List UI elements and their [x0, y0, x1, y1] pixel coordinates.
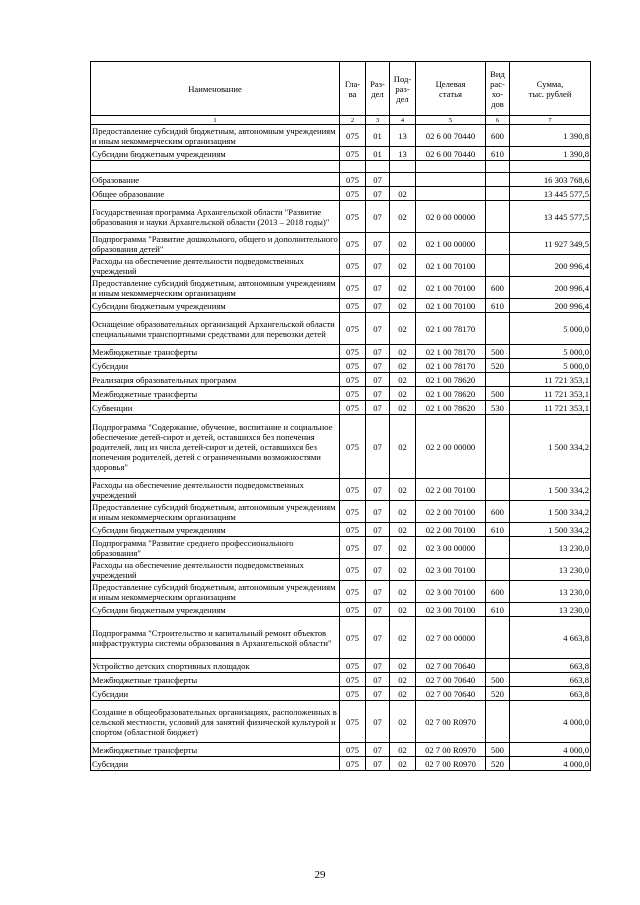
cell-chapter: 075 — [340, 277, 366, 299]
header-name: Наименование — [91, 62, 340, 116]
cell-amount: 13 230,0 — [510, 559, 591, 581]
cell-target-article: 02 1 00 78170 — [416, 313, 486, 345]
cell-target-article: 02 7 00 70640 — [416, 659, 486, 673]
cell-subsection: 02 — [390, 401, 416, 415]
cell-target-article: 02 7 00 R0970 — [416, 743, 486, 757]
table-row — [91, 757, 591, 771]
cell-subsection: 02 — [390, 313, 416, 345]
cell-chapter: 075 — [340, 201, 366, 233]
table-row — [91, 743, 591, 757]
cell-target-article: 02 7 00 70640 — [416, 673, 486, 687]
cell-target-article: 02 1 00 70100 — [416, 299, 486, 313]
cell-target-article: 02 1 00 00000 — [416, 233, 486, 255]
cell-target-article: 02 1 00 70100 — [416, 255, 486, 277]
cell-subsection: 02 — [390, 581, 416, 603]
cell-subsection — [390, 173, 416, 187]
table-header-row — [91, 62, 591, 116]
cell-name: Предоставление субсидий бюджетным, автономным учреждениям и иным некоммерческим организациям — [91, 277, 340, 299]
cell-name: Общее образование — [91, 187, 340, 201]
cell-chapter: 075 — [340, 743, 366, 757]
header-section: Раз- дел — [366, 62, 390, 116]
cell-name: Межбюджетные трансферты — [91, 387, 340, 401]
cell-expense-type — [486, 255, 510, 277]
table-row — [91, 233, 591, 255]
cell-section: 07 — [366, 603, 390, 617]
cell-target-article: 02 2 00 70100 — [416, 479, 486, 501]
cell-name: Подпрограмма "Развитие среднего профессионального образования" — [91, 537, 340, 559]
cell-chapter: 075 — [340, 125, 366, 147]
cell-section: 07 — [366, 187, 390, 201]
cell-chapter — [340, 161, 366, 173]
cell-target-article: 02 7 00 R0970 — [416, 701, 486, 743]
cell-target-article: 02 1 00 78620 — [416, 401, 486, 415]
cell-name: Субсидии — [91, 757, 340, 771]
cell-chapter: 075 — [340, 173, 366, 187]
cell-name: Расходы на обеспечение деятельности подведомственных учреждений — [91, 479, 340, 501]
cell-chapter: 075 — [340, 313, 366, 345]
cell-section: 07 — [366, 757, 390, 771]
cell-chapter: 075 — [340, 187, 366, 201]
cell-subsection: 02 — [390, 673, 416, 687]
cell-amount: 663,8 — [510, 687, 591, 701]
table-row — [91, 401, 591, 415]
column-number: 2 — [340, 116, 366, 125]
cell-amount: 11 721 353,1 — [510, 373, 591, 387]
table-row — [91, 673, 591, 687]
cell-target-article: 02 7 00 R0970 — [416, 757, 486, 771]
cell-chapter: 075 — [340, 537, 366, 559]
cell-target-article: 02 7 00 00000 — [416, 617, 486, 659]
cell-subsection: 02 — [390, 373, 416, 387]
cell-subsection: 02 — [390, 415, 416, 479]
table-row — [91, 659, 591, 673]
cell-chapter: 075 — [340, 673, 366, 687]
cell-section: 07 — [366, 345, 390, 359]
header-target-article: Целевая статья — [416, 62, 486, 116]
cell-amount: 1 500 334,2 — [510, 415, 591, 479]
cell-name: Предоставление субсидий бюджетным, автономным учреждениям и иным некоммерческим организациям — [91, 125, 340, 147]
cell-amount: 11 721 353,1 — [510, 401, 591, 415]
cell-expense-type: 520 — [486, 359, 510, 373]
cell-expense-type: 520 — [486, 687, 510, 701]
cell-expense-type: 500 — [486, 743, 510, 757]
cell-expense-type: 600 — [486, 277, 510, 299]
cell-subsection: 02 — [390, 743, 416, 757]
cell-amount: 13 230,0 — [510, 581, 591, 603]
cell-expense-type — [486, 701, 510, 743]
cell-expense-type — [486, 479, 510, 501]
table-row — [91, 173, 591, 187]
cell-section: 07 — [366, 701, 390, 743]
cell-target-article: 02 1 00 78170 — [416, 345, 486, 359]
cell-expense-type — [486, 415, 510, 479]
column-number: 3 — [366, 116, 390, 125]
cell-expense-type — [486, 233, 510, 255]
cell-name: Расходы на обеспечение деятельности подведомственных учреждений — [91, 559, 340, 581]
cell-section: 07 — [366, 299, 390, 313]
table-row — [91, 187, 591, 201]
cell-section: 07 — [366, 659, 390, 673]
table-row — [91, 277, 591, 299]
cell-expense-type — [486, 161, 510, 173]
cell-name: Межбюджетные трансферты — [91, 743, 340, 757]
cell-section: 07 — [366, 523, 390, 537]
cell-chapter: 075 — [340, 757, 366, 771]
cell-amount: 1 500 334,2 — [510, 501, 591, 523]
cell-amount: 4 000,0 — [510, 743, 591, 757]
cell-section — [366, 161, 390, 173]
column-number: 1 — [91, 116, 340, 125]
cell-target-article: 02 7 00 70640 — [416, 687, 486, 701]
cell-section: 07 — [366, 743, 390, 757]
cell-amount: 200 996,4 — [510, 299, 591, 313]
cell-amount: 4 000,0 — [510, 701, 591, 743]
column-number: 4 — [390, 116, 416, 125]
cell-target-article: 02 6 00 70440 — [416, 147, 486, 161]
table-row — [91, 147, 591, 161]
table-row — [91, 387, 591, 401]
cell-name: Оснащение образовательных организаций Архангельской области специальными транспортными средствами для перевозки детей — [91, 313, 340, 345]
cell-subsection: 02 — [390, 687, 416, 701]
cell-expense-type — [486, 313, 510, 345]
table-row — [91, 161, 591, 173]
header-amount: Сумма, тыс. рублей — [510, 62, 591, 116]
budget-table — [90, 61, 591, 771]
cell-expense-type: 520 — [486, 757, 510, 771]
cell-section: 01 — [366, 147, 390, 161]
cell-subsection: 02 — [390, 387, 416, 401]
cell-subsection: 13 — [390, 125, 416, 147]
cell-subsection: 02 — [390, 479, 416, 501]
cell-subsection: 02 — [390, 345, 416, 359]
cell-section: 07 — [366, 559, 390, 581]
cell-name: Межбюджетные трансферты — [91, 673, 340, 687]
cell-chapter: 075 — [340, 523, 366, 537]
cell-amount: 5 000,0 — [510, 359, 591, 373]
cell-amount: 4 000,0 — [510, 757, 591, 771]
cell-subsection: 02 — [390, 501, 416, 523]
cell-expense-type: 610 — [486, 603, 510, 617]
cell-chapter: 075 — [340, 233, 366, 255]
cell-expense-type — [486, 659, 510, 673]
table-row — [91, 255, 591, 277]
table-row — [91, 359, 591, 373]
cell-amount: 1 500 334,2 — [510, 523, 591, 537]
cell-expense-type: 610 — [486, 299, 510, 313]
cell-name: Субсидии бюджетным учреждениям — [91, 523, 340, 537]
cell-subsection: 02 — [390, 187, 416, 201]
table-row — [91, 581, 591, 603]
cell-subsection: 02 — [390, 359, 416, 373]
column-number: 5 — [416, 116, 486, 125]
cell-section: 07 — [366, 233, 390, 255]
cell-section: 07 — [366, 581, 390, 603]
cell-expense-type — [486, 537, 510, 559]
cell-name: Субсидии бюджетным учреждениям — [91, 299, 340, 313]
cell-amount: 5 000,0 — [510, 345, 591, 359]
table-row — [91, 701, 591, 743]
cell-amount: 13 445 577,5 — [510, 201, 591, 233]
table-row — [91, 537, 591, 559]
cell-chapter: 075 — [340, 603, 366, 617]
table-body — [91, 125, 591, 771]
cell-expense-type: 600 — [486, 125, 510, 147]
cell-name: Реализация образовательных программ — [91, 373, 340, 387]
cell-chapter: 075 — [340, 387, 366, 401]
table-row — [91, 125, 591, 147]
cell-chapter: 075 — [340, 359, 366, 373]
cell-name: Подпрограмма "Развитие дошкольного, общего и дополнительного образования детей" — [92, 233, 338, 254]
cell-target-article — [416, 161, 486, 173]
cell-target-article: 02 6 00 70440 — [416, 125, 486, 147]
table-row — [91, 415, 591, 479]
table-row — [91, 603, 591, 617]
cell-target-article: 02 0 00 00000 — [416, 201, 486, 233]
cell-section: 07 — [366, 359, 390, 373]
cell-amount: 200 996,4 — [510, 255, 591, 277]
cell-target-article: 02 2 00 70100 — [416, 501, 486, 523]
cell-subsection: 02 — [390, 617, 416, 659]
table-row — [91, 523, 591, 537]
cell-expense-type: 600 — [486, 501, 510, 523]
cell-section: 07 — [366, 401, 390, 415]
cell-target-article: 02 3 00 70100 — [416, 581, 486, 603]
cell-amount: 4 663,8 — [510, 617, 591, 659]
cell-subsection: 02 — [390, 255, 416, 277]
cell-expense-type: 530 — [486, 401, 510, 415]
cell-amount: 11 927 349,5 — [510, 233, 591, 255]
column-numbers-row — [91, 116, 591, 125]
page-number: 29 — [314, 869, 326, 881]
cell-target-article: 02 3 00 70100 — [416, 559, 486, 581]
cell-section: 07 — [366, 537, 390, 559]
cell-section: 07 — [366, 617, 390, 659]
cell-target-article: 02 1 00 70100 — [416, 277, 486, 299]
cell-amount: 13 230,0 — [510, 537, 591, 559]
table-row — [91, 617, 591, 659]
cell-amount: 1 390,8 — [510, 125, 591, 147]
cell-section: 07 — [366, 201, 390, 233]
cell-expense-type: 500 — [486, 345, 510, 359]
cell-amount: 13 445 577,5 — [510, 187, 591, 201]
cell-amount: 663,8 — [510, 673, 591, 687]
cell-name: Подпрограмма "Строительство и капитальный ремонт объектов инфраструктуры системы образования в Архангельской области" — [91, 617, 340, 659]
cell-name: Субсидии бюджетным учреждениям — [91, 147, 340, 161]
cell-expense-type — [486, 373, 510, 387]
cell-name: Межбюджетные трансферты — [91, 345, 340, 359]
cell-section: 07 — [366, 687, 390, 701]
cell-name: Предоставление субсидий бюджетным, автономным учреждениям и иным некоммерческим организациям — [91, 501, 340, 523]
column-number: 7 — [510, 116, 591, 125]
header-chapter: Гла- ва — [340, 62, 366, 116]
cell-subsection: 02 — [390, 201, 416, 233]
cell-chapter: 075 — [340, 501, 366, 523]
cell-section: 07 — [366, 255, 390, 277]
cell-target-article: 02 3 00 70100 — [416, 603, 486, 617]
cell-chapter: 075 — [340, 147, 366, 161]
cell-section: 07 — [366, 373, 390, 387]
cell-subsection: 02 — [390, 523, 416, 537]
cell-amount: 663,8 — [510, 659, 591, 673]
cell-section: 07 — [366, 501, 390, 523]
cell-name: Государственная программа Архангельской области "Развитие образования и науки Архангельской области (2013 – 2018 годы)" — [91, 201, 340, 233]
cell-name: Предоставление субсидий бюджетным, автономным учреждениям и иным некоммерческим организациям — [91, 581, 340, 603]
cell-subsection: 02 — [390, 299, 416, 313]
cell-target-article — [416, 187, 486, 201]
cell-section: 07 — [366, 277, 390, 299]
cell-amount: 200 996,4 — [510, 277, 591, 299]
cell-expense-type — [486, 559, 510, 581]
cell-name: Устройство детских спортивных площадок — [91, 659, 340, 673]
cell-amount: 11 721 353,1 — [510, 387, 591, 401]
cell-target-article: 02 1 00 78170 — [416, 359, 486, 373]
cell-expense-type — [486, 617, 510, 659]
cell-chapter: 075 — [340, 701, 366, 743]
cell-subsection — [390, 161, 416, 173]
cell-subsection: 02 — [390, 233, 416, 255]
cell-name — [91, 161, 340, 173]
cell-target-article: 02 1 00 78620 — [416, 373, 486, 387]
cell-name: Субсидии — [91, 687, 340, 701]
table-row — [91, 479, 591, 501]
cell-amount: 16 303 768,6 — [510, 173, 591, 187]
cell-chapter: 075 — [340, 617, 366, 659]
header-expense-type: Вид рас- хо- дов — [486, 62, 510, 116]
cell-section: 07 — [366, 673, 390, 687]
cell-expense-type — [486, 201, 510, 233]
cell-expense-type: 500 — [486, 673, 510, 687]
table-row — [91, 345, 591, 359]
header-subsection: Под- раз- дел — [390, 62, 416, 116]
cell-chapter: 075 — [340, 345, 366, 359]
cell-expense-type — [486, 187, 510, 201]
cell-chapter: 075 — [340, 559, 366, 581]
cell-section: 01 — [366, 125, 390, 147]
cell-chapter: 075 — [340, 687, 366, 701]
cell-subsection: 13 — [390, 147, 416, 161]
cell-name: Субвенции — [91, 401, 340, 415]
cell-amount: 5 000,0 — [510, 313, 591, 345]
cell-chapter: 075 — [340, 415, 366, 479]
cell-amount: 1 390,8 — [510, 147, 591, 161]
cell-name: Субсидии бюджетным учреждениям — [91, 603, 340, 617]
table-row — [91, 501, 591, 523]
cell-name: Создание в общеобразовательных организациях, расположенных в сельской местности, условий для занятий физической культурой и спортом (областной бюджет) — [91, 701, 340, 743]
cell-subsection: 02 — [390, 603, 416, 617]
cell-section: 07 — [366, 415, 390, 479]
table-row — [91, 313, 591, 345]
cell-subsection: 02 — [390, 277, 416, 299]
cell-name: Расходы на обеспечение деятельности подведомственных учреждений — [91, 255, 340, 277]
table-row — [91, 559, 591, 581]
cell-chapter: 075 — [340, 255, 366, 277]
cell-expense-type: 600 — [486, 581, 510, 603]
cell-subsection: 02 — [390, 659, 416, 673]
cell-section: 07 — [366, 387, 390, 401]
table-row — [91, 299, 591, 313]
cell-subsection: 02 — [390, 701, 416, 743]
cell-expense-type: 610 — [486, 523, 510, 537]
cell-name: Образование — [91, 173, 340, 187]
cell-target-article: 02 2 00 00000 — [416, 415, 486, 479]
cell-expense-type — [486, 173, 510, 187]
cell-chapter: 075 — [340, 659, 366, 673]
cell-expense-type: 500 — [486, 387, 510, 401]
cell-expense-type: 610 — [486, 147, 510, 161]
cell-target-article: 02 1 00 78620 — [416, 387, 486, 401]
cell-name: Подпрограмма "Содержание, обучение, воспитание и социальное обеспечение детей-сирот и детей, оставшихся без попечения родителей, лиц из числа детей-сирот и детей, оставшихся без попечения родителей, детей с ограниченными возможностями здоровья" — [91, 415, 340, 479]
cell-section: 07 — [366, 173, 390, 187]
cell-section: 07 — [366, 479, 390, 501]
cell-subsection: 02 — [390, 559, 416, 581]
cell-section: 07 — [366, 313, 390, 345]
cell-target-article: 02 3 00 00000 — [416, 537, 486, 559]
table-row — [91, 687, 591, 701]
cell-chapter: 075 — [340, 401, 366, 415]
cell-amount: 1 500 334,2 — [510, 479, 591, 501]
cell-name: Субсидии — [91, 359, 340, 373]
cell-chapter: 075 — [340, 581, 366, 603]
table-row — [91, 373, 591, 387]
cell-chapter: 075 — [340, 299, 366, 313]
cell-amount: 13 230,0 — [510, 603, 591, 617]
cell-target-article — [416, 173, 486, 187]
cell-amount — [510, 161, 591, 173]
column-number: 6 — [486, 116, 510, 125]
cell-subsection: 02 — [390, 757, 416, 771]
cell-target-article: 02 2 00 70100 — [416, 523, 486, 537]
cell-chapter: 075 — [340, 373, 366, 387]
cell-chapter: 075 — [340, 479, 366, 501]
table-row — [91, 201, 591, 233]
cell-subsection: 02 — [390, 537, 416, 559]
